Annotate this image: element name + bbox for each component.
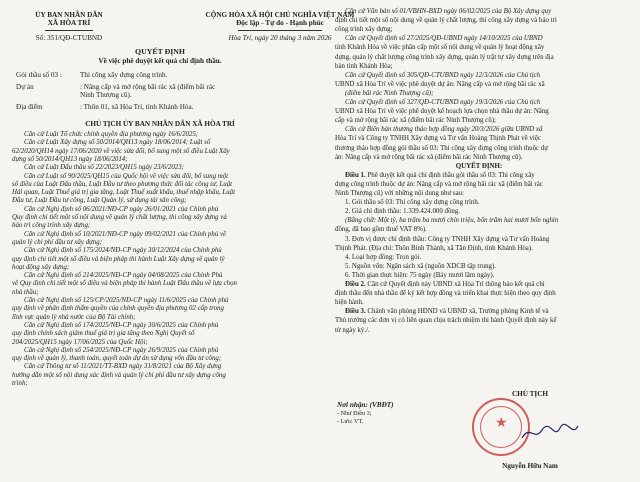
decision-line: 6. Thời gian thực hiện: 75 ngày (Bảy mươi lăm ngày). — [345, 271, 495, 279]
decision-line: Thủ trưởng các đơn vị có liên quan chịu trách nhiệm thi hành Quyết định này kể — [335, 317, 557, 325]
decision-line: từ ngày ký./. — [335, 326, 370, 334]
decision-subject: Về việc phê duyệt kết quả chỉ định thầu. — [98, 57, 222, 65]
decision-line: Căn cứ Biên bản thương thảo hợp đồng ngày 20/3/2026 giữa UBND xã — [345, 126, 543, 134]
decision-line: dựng công trình thuộc dự án: Nâng cấp và mở rộng bãi rác xã (điểm bãi rác — [335, 180, 543, 188]
info-label: Địa điểm — [16, 102, 43, 111]
legal-basis-line: lĩnh vực quản lý nhà nước của Bộ Tài chính; — [12, 313, 136, 321]
decision-title: QUYẾT ĐỊNH — [135, 47, 185, 56]
decision-line: bàn tỉnh Khánh Hòa; — [335, 62, 393, 70]
national-motto: Độc lập - Tự do - Hạnh phúc — [236, 19, 324, 27]
article-text: Chánh văn phòng HĐND và UBND xã, Trưởng phòng Kinh tế và — [365, 308, 549, 316]
info-value: Ninh Thượng cũ). — [80, 91, 132, 99]
recipient-item: - Như Điều 3; — [337, 410, 372, 417]
decision-line: Căn cứ Quyết định số 27/2025/QĐ-UBND ngày 14/10/2025 của UBND — [345, 35, 543, 43]
legal-basis-line: Căn cứ Nghị định số 174/2025/NĐ-CP ngày 30/6/2025 của Chính phủ — [24, 321, 219, 329]
decision-line: hiện hành. — [335, 299, 364, 307]
info-value: : Nâng cấp và mở rộng bãi rác xã (điểm bãi rác — [80, 82, 216, 91]
decision-line: Căn cứ Quyết định số 327/QĐ-CTUBND ngày 19/3/2026 của Chủ tịch — [345, 99, 541, 106]
legal-basis-line: Căn cứ Nghị định số 175/2024/NĐ-CP ngày 30/12/2024 của Chính phủ — [24, 247, 222, 255]
decision-line: Ninh Thượng cũ) với những nội dung như sau: — [335, 190, 464, 197]
authority-title: CHỦ TỊCH ỦY BAN NHÂN DÂN XÃ HÒA TRÍ — [85, 120, 235, 128]
legal-basis-line: Căn cứ Luật Tổ chức chính quyền địa phương ngày 16/6/2025; — [24, 131, 199, 138]
document-number: Số: 351/QĐ-CTUBND — [35, 34, 103, 42]
decision-line: công trình xây dựng; — [335, 26, 393, 34]
issuer-name: ỦY BAN NHÂN DÂN — [35, 11, 103, 19]
decision-line: cấp và mở rộng bãi rác xã (điểm bãi rác Ninh Thượng cũ); — [335, 117, 496, 125]
legal-basis-line: hướng dẫn một số nội dung xác định và quản lý chi phí đầu tư xây dựng công — [12, 371, 226, 379]
decision-line: (điểm bãi rác Ninh Thượng cũ); — [345, 89, 434, 97]
legal-basis-line: bảo trì công trình xây dựng; — [12, 222, 91, 230]
decision-line: án: Nâng cấp và mở rộng bãi rác xã (điểm bãi rác Ninh Thượng cũ). — [335, 153, 523, 161]
handwritten-signature-icon — [520, 420, 580, 446]
legal-basis-line: Hải quan, Luật Thuế giá trị gia tăng, Luật Thuế xuất khẩu, thuế nhập khẩu, Luật — [12, 189, 235, 197]
article-text: Căn cứ Quyết định này UBND xã Hòa Trí thông báo kết quả chỉ — [365, 281, 545, 288]
info-value: : Thôn 01, xã Hòa Trí, tỉnh Khánh Hòa. — [80, 102, 194, 111]
decision-line: 1. Gói thầu số 03: Thi công xây dựng công trình. — [345, 199, 480, 207]
decision-line — [345, 281, 545, 289]
decision-line: Căn cứ Quyết định số 305/QĐ-CTUBND ngày 12/3/2026 của Chủ tịch — [345, 71, 541, 79]
decision-line: thương thảo hợp đồng gói thầu số 03: Thi công xây dựng công trình thuộc dự — [335, 144, 549, 152]
article-number: Điều 3. — [345, 308, 366, 316]
legal-basis-line: Căn cứ Nghị định số 10/2021/NĐ-CP ngày 09/02/2021 của Chính phủ về — [24, 230, 227, 238]
decision-line — [345, 308, 549, 316]
article-number: Điều 2. — [345, 281, 366, 288]
legal-basis-line: Căn cứ Nghị định số 06/2021/NĐ-CP ngày 26/01/2021 của Chính phủ — [24, 205, 219, 213]
legal-basis-line: Căn cứ Thông tư số 11/2021/TT-BXD ngày 31/8/2021 của Bộ Xây dựng — [24, 363, 222, 371]
decision-line — [345, 172, 535, 180]
legal-basis-line: Căn cứ Nghị định số 214/2025/NĐ-CP ngày 04/08/2025 của Chính Phủ — [24, 272, 223, 280]
legal-basis-line: Đầu tư, Luật Đầu tư công, Luật Quản lý, sử dụng tài sản công; — [12, 197, 187, 205]
info-label: Dự án — [16, 82, 34, 91]
info-value: Thi công xây dựng công trình. — [80, 71, 168, 79]
decision-line: tỉnh Khánh Hòa về việc phân cấp một số nội dung về quản lý hoạt động xây — [335, 44, 545, 52]
decision-line: 4. Loại hợp đồng: Trọn gói. — [345, 253, 422, 261]
decision-line: đồng, đã bao gồm thuế VAT 8%). — [335, 226, 427, 234]
legal-basis-line: hoạt động xây dựng; — [12, 263, 70, 271]
national-title: CỘNG HÒA XÃ HỘI CHỦ NGHĨA VIỆT NAM — [205, 11, 355, 19]
decision-line: 2. Giá chỉ định thầu: 1.339.424.000 đồng. — [345, 208, 461, 216]
legal-basis-line: Căn cứ Nghị định số 254/2025/NĐ-CP ngày 26/9/2025 của Chính phủ — [24, 346, 219, 354]
recipients-title: Nơi nhận: (VBĐT) — [337, 401, 394, 409]
decision-line: Hòa Trí và Công ty TNHH Xây dựng và Tư vấn Hoàng Thịnh Phát về việc — [335, 135, 541, 143]
legal-basis-line: quy định về phân định thẩm quyền của chính quyền địa phương 02 cấp trong — [12, 305, 224, 313]
article-text: Phê duyệt kết quả chỉ định thầu gói thầu số 03: Thi công xây — [365, 171, 535, 179]
decision-line: định thầu đến nhà thầu để ký kết hợp đồng và triển khai thực hiện theo quy định — [335, 290, 556, 298]
place-date: Hòa Trí, ngày 20 tháng 3 năm 2026 — [228, 34, 332, 42]
legal-basis-line: quản lý chi phí đầu tư xây dựng; — [12, 238, 102, 246]
motto-underline — [238, 30, 322, 31]
legal-basis-line: Quy định chi tiết một số nội dung về quản lý chất lượng, thi công xây dựng và — [12, 214, 227, 221]
issuer-commune: XÃ HÒA TRÍ — [47, 19, 91, 27]
legal-basis-line: về Quy định chi tiết một số điều và biện pháp thi hành Luật Đấu thầu về lựa chọn — [12, 280, 237, 288]
legal-basis-line: dựng số 50/2014/QH13 ngày 18/06/2014; — [12, 155, 128, 163]
decision-line: Thịnh Phát. (Địa chỉ: Thôn Bình Thành, xã Tân Định, tỉnh Khánh Hòa). — [335, 244, 533, 252]
legal-basis-line: trình; — [12, 380, 28, 387]
info-label: Gói thầu số 03 : — [16, 71, 62, 79]
decision-line: 5. Nguồn vốn: Ngân sách xã (nguồn XDCB tập trung). — [345, 262, 496, 270]
signer-name: Nguyễn Hữu Nam — [502, 462, 558, 470]
legal-basis-line: 204/2025/QH15 ngày 17/06/2025 của Quốc Hội; — [12, 338, 148, 346]
decision-line: UBND xã Hòa Trí về việc phê duyệt dự án: Nâng cấp và mở rộng bãi rác xã — [335, 80, 545, 88]
decision-line: dựng, quản lý chất lượng công trình xây dựng, quản lý trật tự xây dựng trên địa — [335, 53, 554, 61]
legal-basis-line: quy định về quản lý, thanh toán, quyết toán dự án sử dụng vốn đầu tư công; — [12, 355, 222, 363]
decision-line: Căn cứ Văn bản số 01/VBHN-BXD ngày 06/02/2025 của Bộ Xây dựng quy — [345, 8, 552, 15]
legal-basis-line: số điều của Luật Đấu thầu, Luật Đầu tư theo phương thức đối tác công tư, Luật — [12, 180, 233, 188]
legal-basis-line: Căn cứ Luật Đấu thầu số 22/2023/QH15 ngày 23/6/2023; — [24, 164, 184, 172]
legal-basis-line: Căn cứ Luật số 90/2025/QH15 của Quốc hội về việc sửa đổi, bổ sung một — [24, 172, 229, 180]
signer-role: CHỦ TỊCH — [511, 390, 548, 398]
decision-line: định chi tiết một số nội dung về quản lý chất lượng, thi công xây dựng và bảo trì — [335, 17, 557, 25]
legal-basis-line: quy định chi tiết một số điều và biện pháp thi hành Luật Xây dựng về quản lý — [12, 255, 225, 263]
legal-basis-line: quy định chính sách giảm thuế giá trị gia tăng theo Nghị Quyết số — [12, 330, 195, 338]
decision-line: (Bằng chữ: Một tỷ, ba trăm ba mươi chín triệu, bốn trăm hai mươi bốn nghìn — [345, 217, 559, 225]
legal-basis-line: Căn cứ Luật Xây dựng số 50/2014/QH13 ngày 18/06/2014; Luật số — [24, 139, 211, 147]
legal-basis-line: 62/2020/QH14 ngày 17/06/2020 về việc sửa đổi, bổ sung một số điều Luật Xây — [12, 147, 230, 155]
decision-line: UBND xã Hòa Trí về việc phê duyệt kế hoạch lựa chọn nhà thầu dự án: Nâng — [335, 108, 549, 116]
legal-basis-line: nhà thầu; — [12, 288, 39, 296]
decision-line: QUYẾT ĐỊNH: — [455, 162, 503, 170]
legal-basis-line: Căn cứ Nghị định số 125/CP/2025/NĐ-CP ngày 11/6/2025 của Chính phủ — [24, 297, 229, 304]
article-number: Điều 1. — [345, 171, 366, 179]
recipient-item: - Lưu: VT. — [337, 418, 364, 425]
issuer-underline — [45, 30, 93, 31]
decision-line: 3. Đơn vị được chỉ định thầu: Công ty TNHH Xây dựng và Tư vấn Hoàng — [345, 235, 550, 243]
official-seal-icon: ★ — [472, 398, 530, 456]
